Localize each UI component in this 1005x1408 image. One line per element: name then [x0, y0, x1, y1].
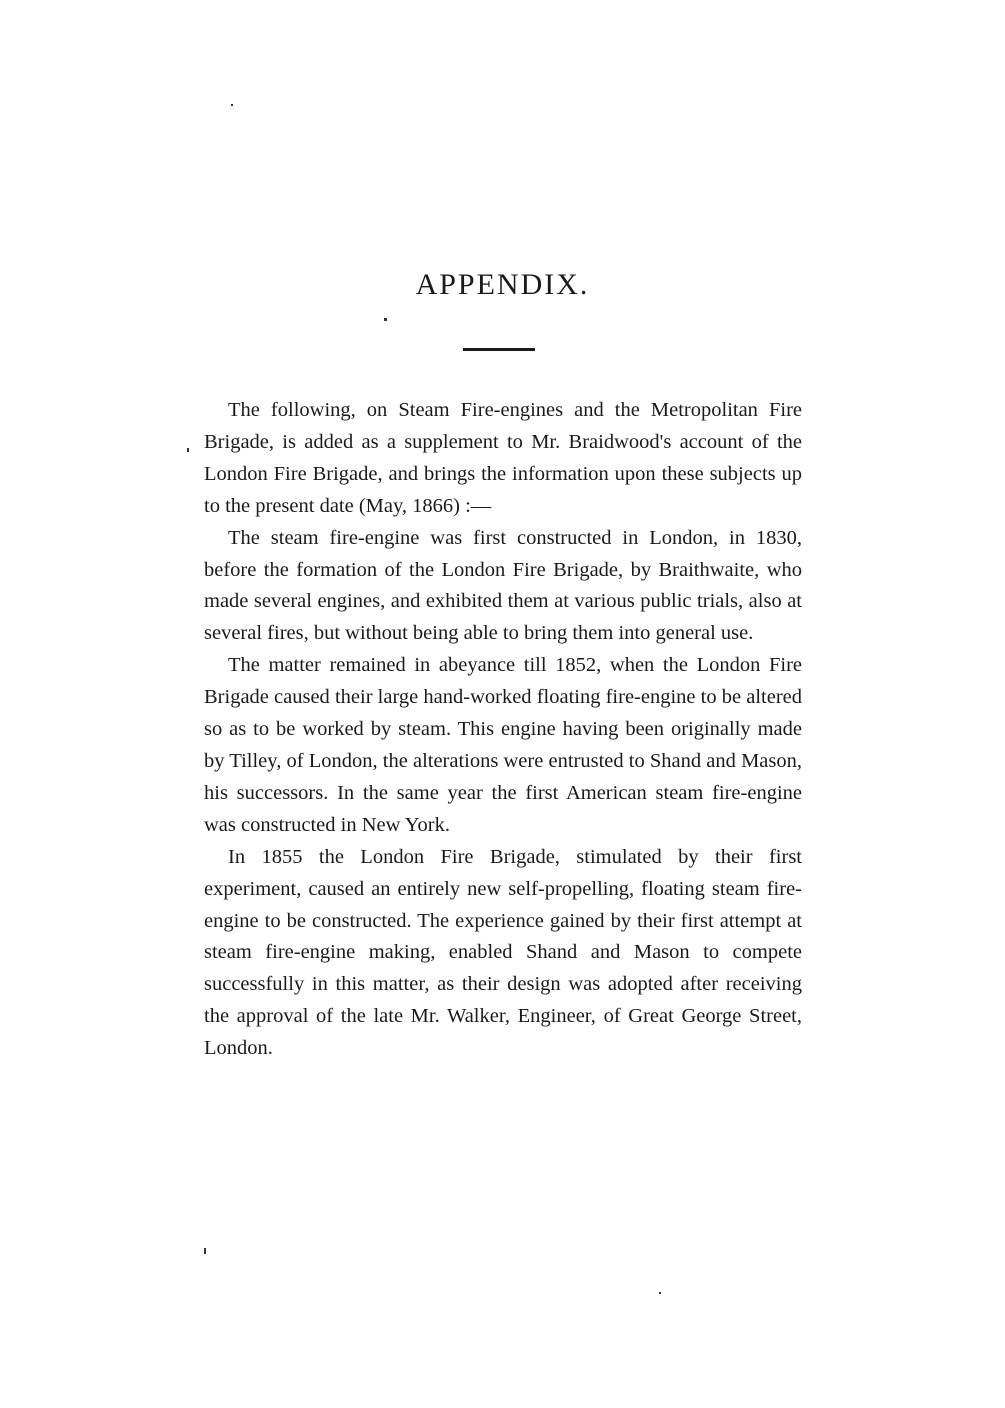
paragraph-4: In 1855 the London Fire Brigade, stimulated by their first experiment, caused an entirely new self-propelling, floating steam fire-engine to be constructed. The experience gained by their first attempt at steam fire-engine making, enabled Shand and Mason to compete successfully in this matter, as their design was adopted after receiving the approval of the late Mr. Walker, Engineer, of Great George Street, London. — [204, 845, 802, 1060]
paragraph-3: The matter remained in abeyance till 1852, when the London Fire Brigade caused their large hand-worked floating fire-engine to be altered so as to be worked by steam. This engine having been originally made by Tilley, of London, the alterations were entrusted to Shand and Mason, his successors. In the same year the first American steam fire-engine was constructed in New York. — [204, 654, 802, 836]
scan-speck — [231, 104, 233, 106]
scan-speck — [204, 1248, 206, 1254]
scan-speck — [384, 318, 387, 321]
title-divider — [463, 348, 535, 351]
page-title: APPENDIX. — [415, 268, 590, 301]
paragraph-1: The following, on Steam Fire-engines and the Metropolitan Fire Brigade, is added as a supplement to Mr. Braidwood's account of the London Fire Brigade, and brings the information upon these subjects up to the present date (May, 1866) :— — [204, 399, 802, 517]
scan-speck — [187, 448, 189, 452]
body-text — [204, 395, 802, 1065]
scan-speck — [659, 1292, 661, 1294]
paragraph-2: The steam fire-engine was first constructed in London, in 1830, before the formation of the London Fire Brigade, by Braithwaite, who made several engines, and exhibited them at various public trials, also at several fires, but without being able to bring them into general use. — [204, 526, 802, 645]
